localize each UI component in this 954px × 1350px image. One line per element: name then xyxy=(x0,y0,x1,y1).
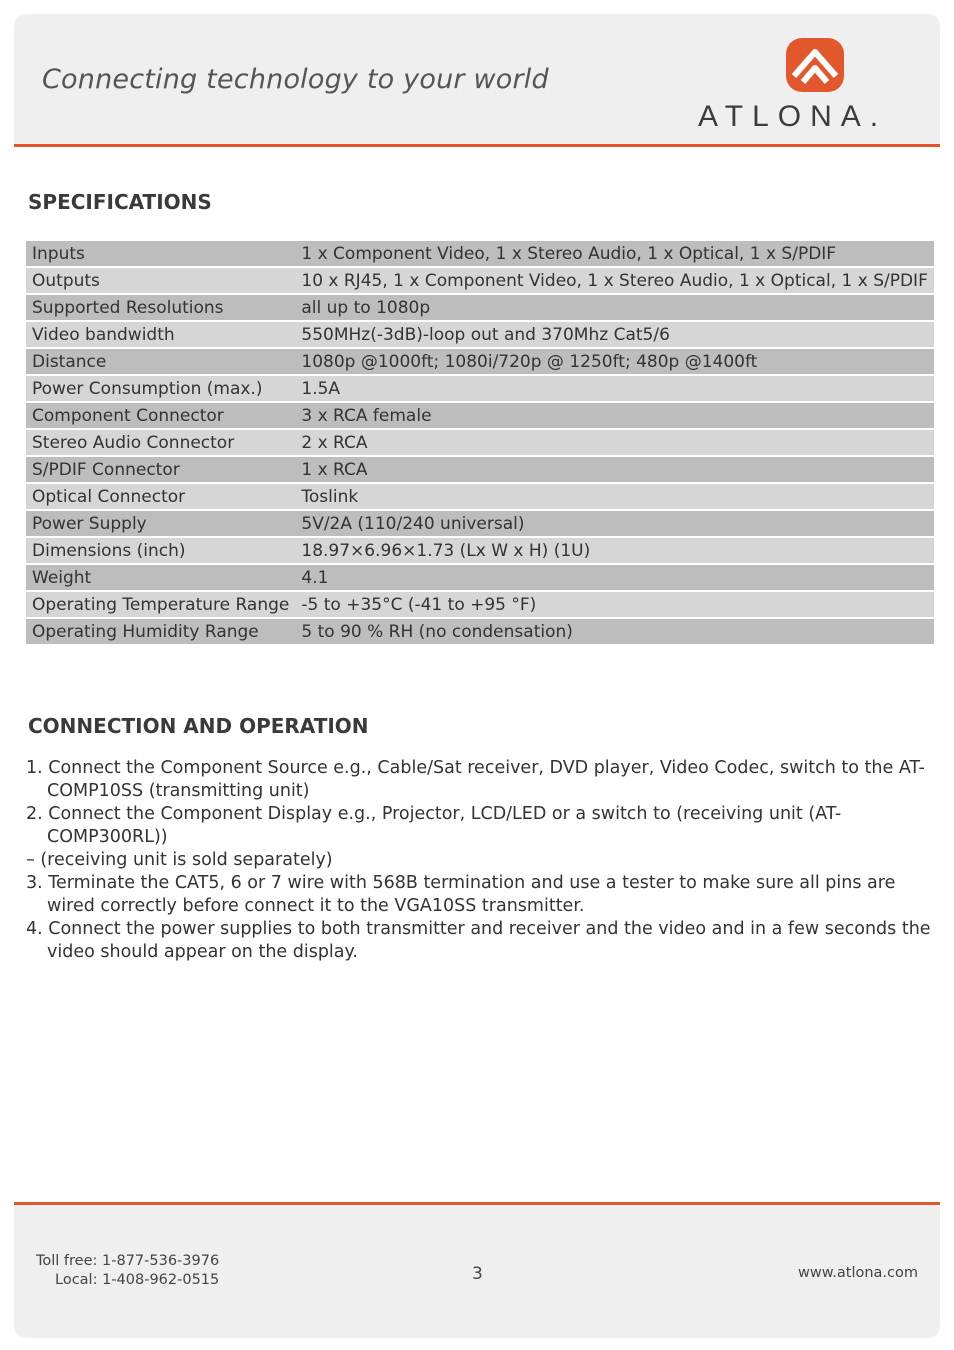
spec-label: Distance xyxy=(26,349,295,374)
connection-title: CONNECTION AND OPERATION xyxy=(28,714,369,738)
connection-steps xyxy=(26,757,931,964)
list-item: 2. Connect the Component Display e.g., Projector, LCD/LED or a switch to (receiving unit (AT-COMP300RL)) xyxy=(26,804,842,847)
spec-value: 5V/2A (110/240 universal) xyxy=(295,511,933,536)
contact-phones xyxy=(36,1252,219,1290)
spec-label: Video bandwidth xyxy=(26,322,295,347)
spec-label: Operating Humidity Range xyxy=(26,619,295,644)
table-row xyxy=(26,511,934,536)
spec-value: 10 x RJ45, 1 x Component Video, 1 x Stereo Audio, 1 x Optical, 1 x S/PDIF xyxy=(295,268,933,293)
table-row xyxy=(26,538,934,563)
table-row xyxy=(26,241,934,266)
table-row xyxy=(26,268,934,293)
spec-value: 2 x RCA xyxy=(295,430,933,455)
table-row xyxy=(26,484,934,509)
spec-label: Component Connector xyxy=(26,403,295,428)
table-row xyxy=(26,619,934,644)
table-row xyxy=(26,349,934,374)
list-item: – (receiving unit is sold separately) xyxy=(26,850,333,870)
list-item: 1. Connect the Component Source e.g., Cable/Sat receiver, DVD player, Video Codec, switch to the AT-COMP10SS (transmitting unit) xyxy=(26,758,925,801)
atlona-wordmark: ATLONA. xyxy=(698,100,888,133)
spec-value: -5 to +35°C (-41 to +95 °F) xyxy=(295,592,933,617)
spec-value: Toslink xyxy=(295,484,933,509)
spec-label: Weight xyxy=(26,565,295,590)
page-header xyxy=(14,14,940,147)
specifications-table xyxy=(26,239,934,646)
spec-label: Inputs xyxy=(26,241,295,266)
spec-label: Power Supply xyxy=(26,511,295,536)
table-row xyxy=(26,403,934,428)
list-item: 4. Connect the power supplies to both transmitter and receiver and the video and in a few seconds the video should appear on the display. xyxy=(26,919,931,962)
specifications-title: SPECIFICATIONS xyxy=(28,190,212,214)
table-row xyxy=(26,565,934,590)
table-row xyxy=(26,592,934,617)
spec-label: Supported Resolutions xyxy=(26,295,295,320)
spec-label: Power Consumption (max.) xyxy=(26,376,295,401)
local-number: Local: 1-408-962-0515 xyxy=(55,1272,220,1288)
spec-value: 3 x RCA female xyxy=(295,403,933,428)
page-number: 3 xyxy=(472,1264,483,1284)
spec-label: Operating Temperature Range xyxy=(26,592,295,617)
spec-label: Dimensions (inch) xyxy=(26,538,295,563)
table-row xyxy=(26,295,934,320)
list-item: 3. Terminate the CAT5, 6 or 7 wire with 568B termination and use a tester to make sure all pins are wired correctly before connect it to the VGA10SS transmitter. xyxy=(26,873,896,916)
atlona-chevron-logo-icon xyxy=(784,36,848,94)
tagline: Connecting technology to your world xyxy=(42,64,549,95)
spec-label: Optical Connector xyxy=(26,484,295,509)
spec-value: 550MHz(-3dB)-loop out and 370Mhz Cat5/6 xyxy=(295,322,933,347)
atlona-logo xyxy=(694,32,926,136)
website-link[interactable]: www.atlona.com xyxy=(798,1265,918,1281)
table-row xyxy=(26,322,934,347)
spec-value: all up to 1080p xyxy=(295,295,933,320)
spec-value: 18.97×6.96×1.73 (Lx W x H) (1U) xyxy=(295,538,933,563)
spec-label: Stereo Audio Connector xyxy=(26,430,295,455)
spec-value: 1 x RCA xyxy=(295,457,933,482)
spec-value: 1 x Component Video, 1 x Stereo Audio, 1 x Optical, 1 x S/PDIF xyxy=(295,241,933,266)
page-footer xyxy=(14,1202,940,1338)
table-row xyxy=(26,430,934,455)
spec-label: Outputs xyxy=(26,268,295,293)
table-row xyxy=(26,376,934,401)
spec-value: 4.1 xyxy=(295,565,933,590)
toll-free-number: Toll free: 1-877-536-3976 xyxy=(36,1253,220,1269)
spec-value: 1080p @1000ft; 1080i/720p @ 1250ft; 480p @1400ft xyxy=(295,349,933,374)
spec-label: S/PDIF Connector xyxy=(26,457,295,482)
spec-value: 1.5A xyxy=(295,376,933,401)
spec-value: 5 to 90 % RH (no condensation) xyxy=(295,619,933,644)
table-row xyxy=(26,457,934,482)
